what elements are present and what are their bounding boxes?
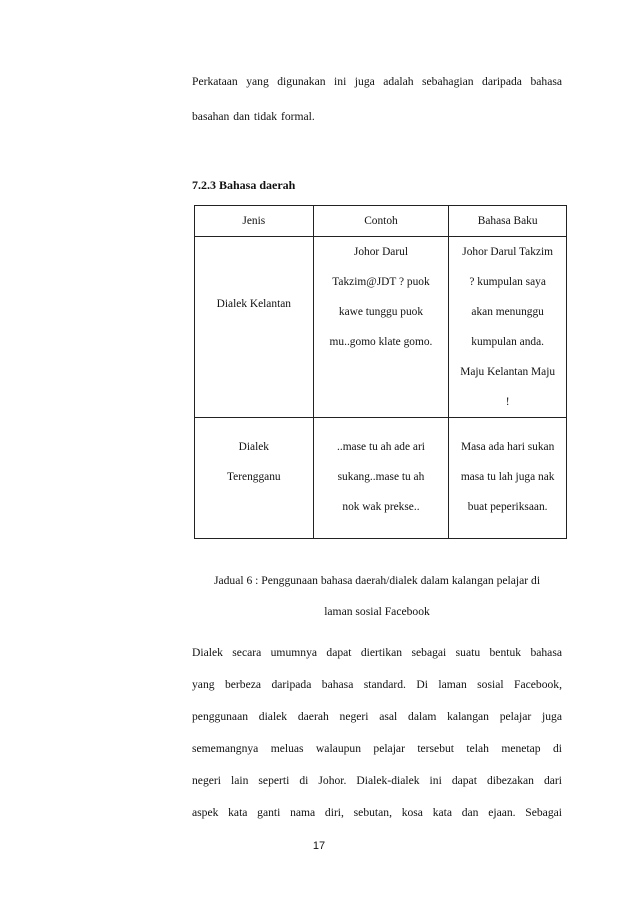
body-line: negeri lain seperti di Johor. Dialek-dialek ini dapat dibezakan dari	[192, 774, 562, 787]
cell-line: Johor Darul	[353, 246, 409, 258]
cell-line: !	[505, 396, 510, 408]
intro-line-2: basahan dan tidak formal.	[192, 110, 315, 123]
cell-line: Masa ada hari sukan	[460, 441, 555, 453]
header-bahasa-baku: Bahasa Baku	[449, 206, 567, 237]
cell-line: ..mase tu ah ade ari	[337, 441, 425, 453]
dialect-table	[194, 205, 567, 539]
body-line: penggunaan dialek daerah negeri asal dalam kalangan pelajar juga	[192, 710, 562, 723]
cell-line: nok wak prekse..	[342, 501, 420, 513]
cell-line: akan menunggu	[471, 306, 544, 318]
table-caption-line-1: Jadual 6 : Penggunaan bahasa daerah/dialek dalam kalangan pelajar di	[213, 574, 541, 587]
header-contoh: Contoh	[313, 206, 449, 237]
cell-jenis	[195, 418, 314, 539]
cell-jenis	[195, 237, 314, 418]
intro-line-1: Perkataan yang digunakan ini juga adalah sebahagian daripada bahasa	[192, 75, 562, 88]
cell-line: masa tu lah juga nak	[460, 471, 555, 483]
body-line: aspek kata ganti nama diri, sebutan, kosa kata dan ejaan. Sebagai	[192, 806, 562, 819]
cell-line: buat peperiksaan.	[467, 501, 548, 513]
cell-line: Terengganu	[227, 471, 281, 483]
cell-contoh	[313, 237, 449, 418]
cell-line: mu..gomo klate gomo.	[329, 336, 433, 348]
body-line: Dialek secara umumnya dapat diertikan sebagai suatu bentuk bahasa	[192, 646, 562, 659]
page-number: 17	[312, 840, 326, 852]
cell-line: Johor Darul Takzim	[462, 246, 553, 258]
cell-line: Dialek	[238, 441, 270, 453]
cell-contoh	[313, 418, 449, 539]
cell-line: sukang..mase tu ah	[337, 471, 425, 483]
cell-line: kumpulan anda.	[471, 336, 545, 348]
body-line: sememangnya meluas walaupun pelajar tersebut telah menetap di	[192, 742, 562, 755]
body-line: yang berbeza daripada bahasa standard. Di laman sosial Facebook,	[192, 678, 562, 691]
cell-line: ? kumpulan saya	[469, 276, 546, 288]
cell-line: Maju Kelantan Maju	[460, 366, 556, 378]
table-row	[195, 418, 567, 539]
table-row	[195, 237, 567, 418]
section-heading: 7.2.3 Bahasa daerah	[192, 178, 296, 192]
table-header-row	[195, 206, 567, 237]
cell-line: kawe tunggu puok	[338, 306, 424, 318]
cell-line: Dialek Kelantan	[216, 298, 291, 310]
header-jenis: Jenis	[195, 206, 314, 237]
cell-baku	[449, 418, 567, 539]
table-caption-line-2: laman sosial Facebook	[324, 605, 430, 618]
cell-baku	[449, 237, 567, 418]
cell-line: Takzim@JDT ? puok	[332, 276, 430, 288]
